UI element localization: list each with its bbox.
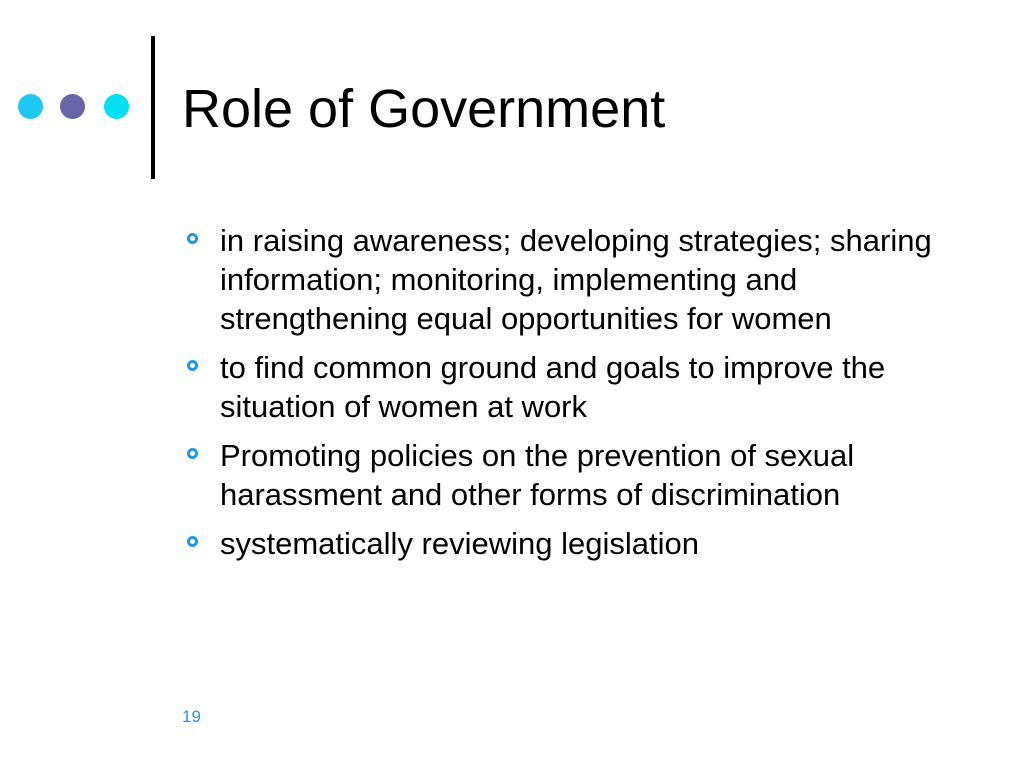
bullet-text: in raising awareness; developing strategies; sharing information; monitoring, implementing and strengthening equal opportunities for women (220, 223, 932, 336)
decorative-dot-icon (104, 94, 129, 119)
bullet-list (182, 221, 972, 573)
bullet-item (182, 524, 972, 563)
decorative-dot-icon (18, 94, 43, 119)
bullet-icon (187, 233, 198, 244)
decorative-dot-icon (60, 94, 85, 119)
bullet-item (182, 348, 972, 426)
decorative-dots (0, 0, 140, 210)
slide-title: Role of Government (182, 79, 666, 139)
bullet-item (182, 221, 972, 338)
bullet-text: to find common ground and goals to improve the situation of women at work (220, 350, 886, 424)
bullet-text: systematically reviewing legislation (220, 526, 699, 561)
bullet-icon (187, 536, 198, 547)
bullet-text: Promoting policies on the prevention of sexual harassment and other forms of discrimination (220, 438, 855, 512)
bullet-item (182, 436, 972, 514)
title-divider (151, 36, 155, 179)
bullet-icon (187, 360, 198, 371)
bullet-icon (187, 448, 198, 459)
slide-number: 19 (182, 707, 201, 726)
